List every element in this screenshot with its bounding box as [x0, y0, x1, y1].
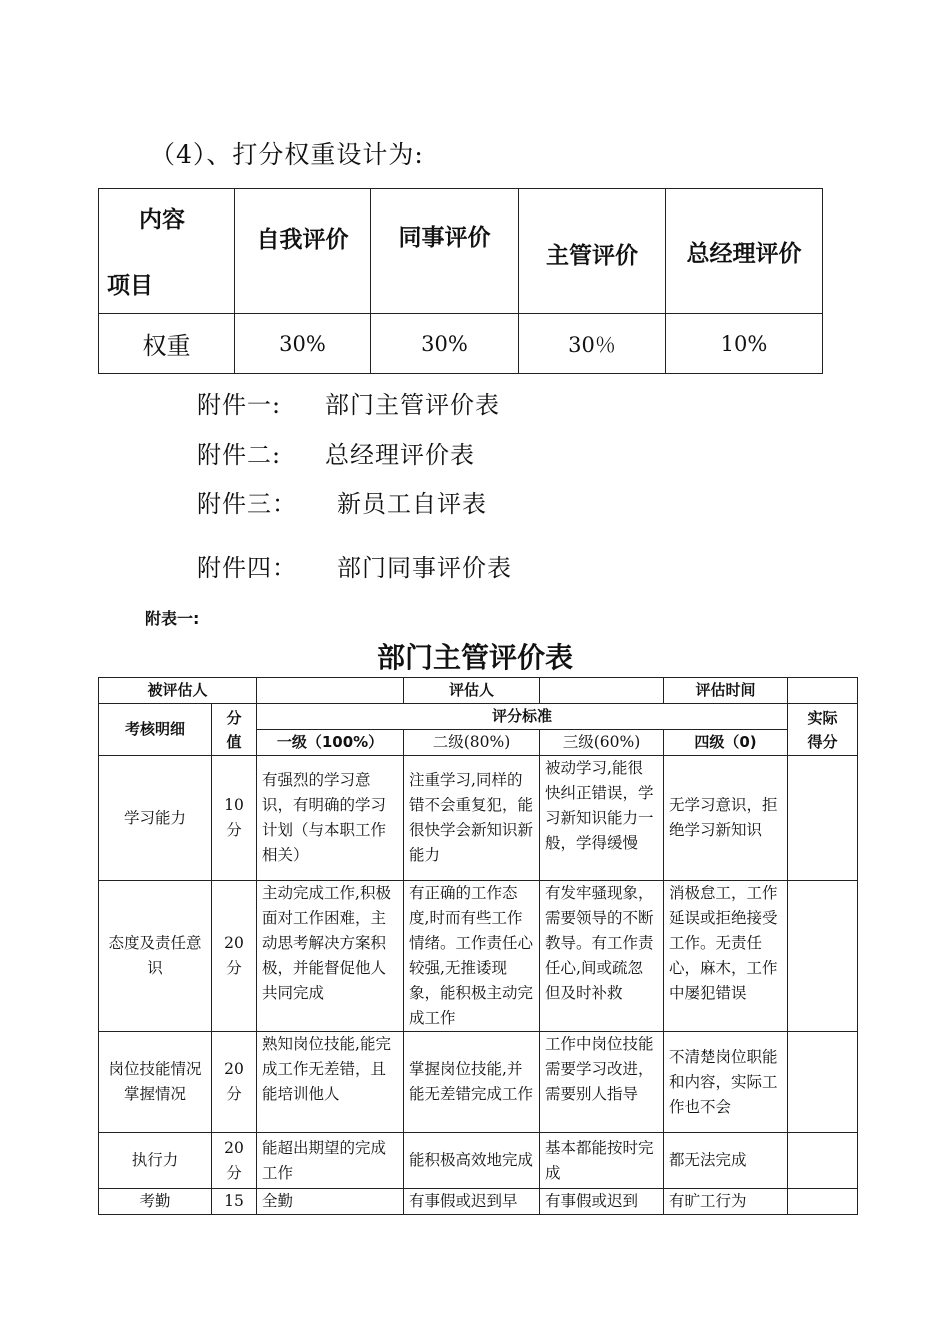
score-cell: 15: [212, 1189, 257, 1215]
weight-value: 10%: [666, 314, 823, 374]
score-header: 分 值: [212, 704, 257, 756]
level-header: 三级(60%): [540, 730, 664, 756]
actual-score-cell[interactable]: [788, 1189, 858, 1215]
row-label-weight: 权重: [99, 314, 235, 374]
appendix-label: 附表一:: [145, 609, 200, 628]
item-cell: 学习能力: [99, 756, 212, 881]
actual-score-header: 实际 得分: [788, 704, 858, 756]
corner-cell: [99, 189, 235, 314]
table-row: [99, 1032, 858, 1133]
level-1-cell: 全勤: [257, 1189, 404, 1215]
detail-header: 考核明细: [99, 704, 212, 756]
level-3-cell: 有事假或迟到: [540, 1189, 664, 1215]
weight-value: 30％: [519, 314, 666, 374]
score-cell: 10 分: [212, 756, 257, 881]
level-4-cell: 都无法完成: [664, 1133, 788, 1189]
evaluator-field[interactable]: [540, 678, 664, 704]
eval-table-title: 部门主管评价表: [376, 641, 573, 674]
actual-score-cell[interactable]: [788, 756, 858, 881]
level-3-cell: 有发牢骚现象，需要领导的不断教导。有工作责任心,间或疏忽但及时补救: [540, 881, 664, 1032]
level-2-cell: 有事假或迟到早: [404, 1189, 540, 1215]
eval-time-label: 评估时间: [664, 678, 788, 704]
score-cell: 20 分: [212, 1032, 257, 1133]
weight-value: 30%: [235, 314, 371, 374]
evaluatee-label: 被评估人: [99, 678, 257, 704]
attachment-item: 附件一: 部门主管评价表: [197, 391, 500, 419]
level-3-cell: 被动学习,能很快纠正错误，学习新知识能力一般，学得缓慢: [540, 756, 664, 881]
level-1-cell: 有强烈的学习意识，有明确的学习计划（与本职工作相关）: [257, 756, 404, 881]
header-manager: 主管评价: [519, 189, 666, 314]
level-1-cell: 熟知岗位技能,能完成工作无差错，且能培训他人: [257, 1032, 404, 1133]
level-4-cell: 无学习意识，拒绝学习新知识: [664, 756, 788, 881]
score-cell: 20 分: [212, 1133, 257, 1189]
weight-table: [98, 188, 823, 374]
header-self: 自我评价: [235, 189, 371, 314]
attachment-item: 附件三： 新员工自评表: [197, 490, 487, 518]
item-cell: 执行力: [99, 1133, 212, 1189]
evaluation-table: [98, 677, 858, 1215]
weight-value: 30%: [371, 314, 519, 374]
level-1-cell: 能超出期望的完成工作: [257, 1133, 404, 1189]
item-cell: 考勤: [99, 1189, 212, 1215]
attachment-item: 附件四： 部门同事评价表: [197, 554, 512, 582]
level-header: 四级（0): [664, 730, 788, 756]
evaluatee-field[interactable]: [257, 678, 404, 704]
score-cell: 20 分: [212, 881, 257, 1032]
level-3-cell: 基本都能按时完成: [540, 1133, 664, 1189]
standard-header: 评分标准: [257, 704, 788, 730]
level-2-cell: 能积极高效地完成: [404, 1133, 540, 1189]
table-row: [99, 756, 858, 881]
section-heading: （4）、打分权重设计为:: [150, 140, 424, 169]
level-2-cell: 掌握岗位技能,并能无差错完成工作: [404, 1032, 540, 1133]
header-gm: 总经理评价: [666, 189, 823, 314]
actual-score-cell[interactable]: [788, 1133, 858, 1189]
level-4-cell: 有旷工行为: [664, 1189, 788, 1215]
item-cell: 岗位技能情况掌握情况: [99, 1032, 212, 1133]
header-peer: 同事评价: [371, 189, 519, 314]
level-4-cell: 不清楚岗位职能和内容，实际工作也不会: [664, 1032, 788, 1133]
corner-bottom-label: 项目: [107, 273, 153, 299]
actual-score-cell[interactable]: [788, 881, 858, 1032]
attachment-item: 附件二: 总经理评价表: [197, 441, 475, 469]
corner-top-label: 内容: [139, 207, 185, 233]
table-row: [99, 881, 858, 1032]
table-row: [99, 1189, 858, 1215]
level-1-cell: 主动完成工作,积极面对工作困难，主动思考解决方案积极，并能督促他人共同完成: [257, 881, 404, 1032]
table-row: [99, 1133, 858, 1189]
level-3-cell: 工作中岗位技能需要学习改进，需要别人指导: [540, 1032, 664, 1133]
item-cell: 态度及责任意识: [99, 881, 212, 1032]
level-2-cell: 注重学习,同样的错不会重复犯，能很快学会新知识新能力: [404, 756, 540, 881]
level-4-cell: 消极怠工，工作延误或拒绝接受工作。无责任心，麻木，工作中屡犯错误: [664, 881, 788, 1032]
evaluator-label: 评估人: [404, 678, 540, 704]
actual-score-cell[interactable]: [788, 1032, 858, 1133]
eval-time-field[interactable]: [788, 678, 858, 704]
level-2-cell: 有正确的工作态度,时而有些工作情绪。工作责任心较强,无推诿现象，能积极主动完成工作: [404, 881, 540, 1032]
level-header: 一级（100%）: [257, 730, 404, 756]
level-header: 二级(80%): [404, 730, 540, 756]
